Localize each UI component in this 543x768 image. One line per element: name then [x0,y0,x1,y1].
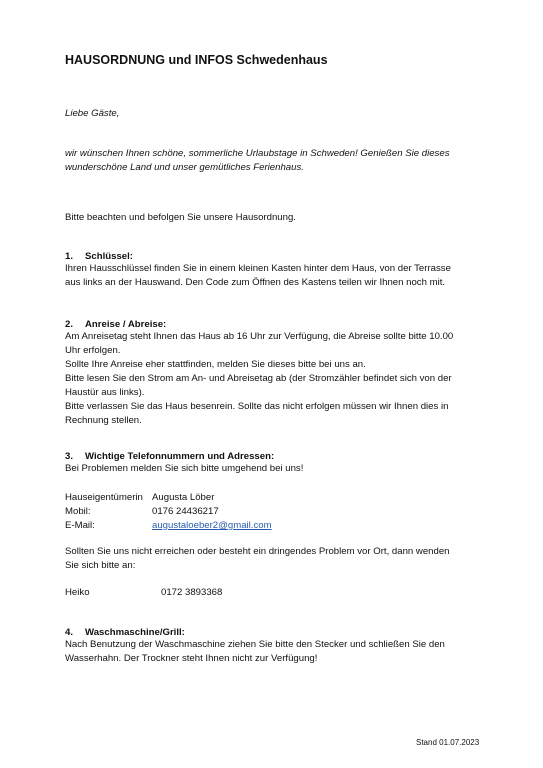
section-heading [65,251,451,262]
section-number: 4. [65,627,74,638]
section-line: Rechnung stellen. [65,415,142,426]
section-line: Haustür aus links). [65,387,145,398]
section-arrival-departure [65,319,453,428]
fallback-contact [65,586,222,600]
contact-value: 0176 24436217 [152,506,219,517]
fallback-line: Sollten Sie uns nicht erreichen oder besteht ein dringendes Problem vor Ort, dann wenden [65,546,450,557]
section-number: 1. [65,251,74,262]
email-link[interactable]: augustaloeber2@gmail.com [152,520,272,531]
contact-label: Heiko [65,587,90,598]
section-title: Schlüssel: [85,251,133,262]
contact-label: Hauseigentümerin [65,492,143,503]
section-heading [65,627,445,638]
house-rules-notice: Bitte beachten und befolgen Sie unsere Hausordnung. [65,212,296,223]
intro-line: wir wünschen Ihnen schöne, sommerliche Urlaubstage in Schweden! Genießen Sie dieses [65,148,450,159]
greeting: Liebe Gäste, [65,108,120,119]
section-contacts [65,451,303,476]
section-line: Wasserhahn. Der Trockner steht Ihnen nicht zur Verfügung! [65,653,318,664]
fallback-line: Sie sich bitte an: [65,560,136,571]
section-title: Anreise / Abreise: [85,319,167,330]
footer-date: Stand 01.07.2023 [416,738,480,747]
contact-label: E-Mail: [65,520,95,531]
fallback-paragraph [65,545,450,573]
contact-row [65,519,272,533]
section-line: aus links an der Hauswand. Den Code zum Öffnen des Kastens teilen wir Ihnen noch mit. [65,277,446,288]
section-keys [65,251,451,290]
section-line: Nach Benutzung der Waschmaschine ziehen Sie bitte den Stecker und schließen Sie den [65,639,445,650]
section-line: Am Anreisetag steht Ihnen das Haus ab 16 Uhr zur Verfügung, die Abreise sollte bitte 10.00 [65,331,454,342]
section-line: Ihren Hausschlüssel finden Sie in einem kleinen Kasten hinter dem Haus, von der Terrasse [65,263,451,274]
section-line: Sollte Ihre Anreise eher stattfinden, melden Sie dieses bitte bei uns an. [65,359,366,370]
section-number: 2. [65,319,74,330]
contact-value: 0172 3893368 [161,587,223,598]
section-heading [65,319,453,330]
intro-paragraph [65,147,450,175]
contact-row [65,491,272,505]
contact-list [65,491,272,533]
section-line: Bitte lesen Sie den Strom am An- und Abreisetag ab (der Stromzähler befindet sich von der [65,373,452,384]
section-number: 3. [65,451,74,462]
section-line: Uhr erfolgen. [65,345,121,356]
section-washing-machine-grill [65,627,445,666]
contact-row [65,505,272,519]
contact-row [65,586,222,600]
section-line: Bei Problemen melden Sie sich bitte umgehend bei uns! [65,463,304,474]
contact-value: Augusta Löber [152,492,215,503]
section-line: Bitte verlassen Sie das Haus besenrein. Sollte das nicht erfolgen müssen wir Ihnen dies in [65,401,449,412]
document-title: HAUSORDNUNG und INFOS Schwedenhaus [65,53,328,67]
section-title: Waschmaschine/Grill: [85,627,185,638]
contact-label: Mobil: [65,506,91,517]
intro-line: wunderschöne Land und unser gemütliches Ferienhaus. [65,162,304,173]
section-title: Wichtige Telefonnummern und Adressen: [85,451,275,462]
section-heading [65,451,303,462]
